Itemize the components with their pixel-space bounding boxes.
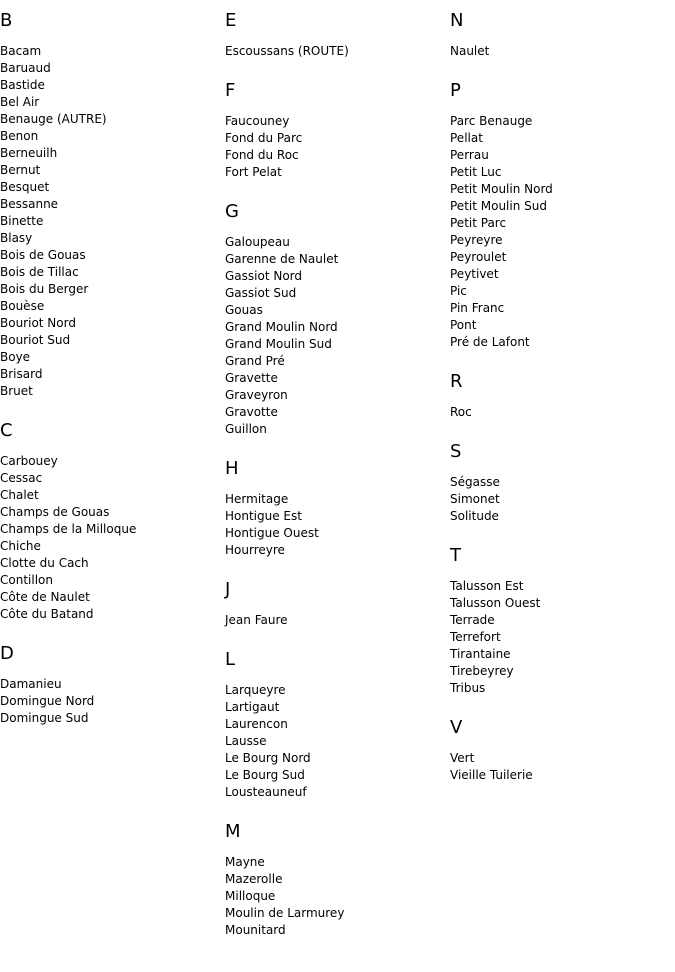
place-name-item: Benon bbox=[0, 129, 39, 143]
place-name-item: Bel Air bbox=[0, 95, 40, 109]
place-name-item: Champs de la Milloque bbox=[0, 522, 137, 536]
letter-section bbox=[225, 821, 445, 939]
place-name-item: Boye bbox=[0, 350, 31, 364]
letter-section bbox=[225, 579, 445, 629]
place-name-item: Grand Pré bbox=[225, 354, 285, 368]
place-name-item: Bastide bbox=[0, 78, 45, 92]
place-name-item: Jean Faure bbox=[225, 613, 288, 627]
place-name-item: Graveyron bbox=[225, 388, 288, 402]
place-list bbox=[450, 474, 670, 525]
place-name-item: Terrade bbox=[450, 613, 495, 627]
index-column-3 bbox=[450, 10, 670, 804]
place-name-item: Gravette bbox=[225, 371, 278, 385]
place-name-item: Côte du Batand bbox=[0, 607, 94, 621]
place-name-item: Chiche bbox=[0, 539, 41, 553]
place-name-item: Hourreyre bbox=[225, 543, 285, 557]
index-column-2 bbox=[225, 10, 445, 959]
place-name-item: Mounitard bbox=[225, 923, 286, 937]
place-list bbox=[0, 676, 220, 727]
place-name-item: Peytivet bbox=[450, 267, 499, 281]
place-name-item: Bacam bbox=[0, 44, 42, 58]
place-name-item: Solitude bbox=[450, 509, 499, 523]
section-letter-heading: R bbox=[450, 371, 463, 392]
section-letter-heading: P bbox=[450, 80, 461, 101]
section-letter-heading: G bbox=[225, 201, 239, 222]
place-name-item: Mazerolle bbox=[225, 872, 283, 886]
place-name-item: Ségasse bbox=[450, 475, 500, 489]
place-name-item: Côte de Naulet bbox=[0, 590, 90, 604]
place-name-item: Carbouey bbox=[0, 454, 58, 468]
place-name-item: Gassiot Nord bbox=[225, 269, 303, 283]
letter-section bbox=[225, 201, 445, 438]
section-letter-heading: C bbox=[0, 420, 13, 441]
letter-section bbox=[450, 371, 670, 421]
place-name-item: Bois de Gouas bbox=[0, 248, 86, 262]
place-list bbox=[225, 43, 445, 60]
section-letter-heading: S bbox=[450, 441, 462, 462]
place-name-item: Le Bourg Sud bbox=[225, 768, 305, 782]
place-name-item: Garenne de Naulet bbox=[225, 252, 339, 266]
place-name-item: Guillon bbox=[225, 422, 267, 436]
section-letter-heading: D bbox=[0, 643, 14, 664]
place-list bbox=[450, 578, 670, 697]
place-name-item: Hontigue Ouest bbox=[225, 526, 319, 540]
place-name-item: Bessanne bbox=[0, 197, 59, 211]
place-name-item: Brisard bbox=[0, 367, 43, 381]
place-name-item: Pré de Lafont bbox=[450, 335, 530, 349]
section-letter-heading: H bbox=[225, 458, 239, 479]
place-name-item: Simonet bbox=[450, 492, 500, 506]
place-name-item: Baruaud bbox=[0, 61, 51, 75]
place-name-item: Binette bbox=[0, 214, 44, 228]
place-name-item: Larqueyre bbox=[225, 683, 286, 697]
place-name-item: Mayne bbox=[225, 855, 265, 869]
place-name-item: Naulet bbox=[450, 44, 490, 58]
letter-section bbox=[225, 649, 445, 801]
place-name-item: Grand Moulin Nord bbox=[225, 320, 338, 334]
place-name-item: Berneuilh bbox=[0, 146, 58, 160]
index-column-1 bbox=[0, 10, 220, 747]
place-name-item: Petit Moulin Sud bbox=[450, 199, 547, 213]
place-name-item: Pont bbox=[450, 318, 477, 332]
place-name-item: Vert bbox=[450, 751, 475, 765]
place-name-item: Hontigue Est bbox=[225, 509, 302, 523]
letter-section bbox=[0, 10, 220, 400]
place-list bbox=[225, 113, 445, 181]
place-name-item: Peyroulet bbox=[450, 250, 507, 264]
letter-section bbox=[0, 420, 220, 623]
place-name-item: Gouas bbox=[225, 303, 263, 317]
place-name-item: Milloque bbox=[225, 889, 276, 903]
place-list bbox=[225, 612, 445, 629]
place-name-item: Laurencon bbox=[225, 717, 288, 731]
place-name-item: Faucouney bbox=[225, 114, 290, 128]
place-name-item: Bouriot Sud bbox=[0, 333, 71, 347]
place-name-item: Lartigaut bbox=[225, 700, 280, 714]
section-letter-heading: J bbox=[225, 579, 231, 600]
place-name-item: Pic bbox=[450, 284, 467, 298]
place-name-item: Petit Parc bbox=[450, 216, 507, 230]
place-name-item: Domingue Nord bbox=[0, 694, 95, 708]
place-name-item: Gravotte bbox=[225, 405, 278, 419]
place-list bbox=[450, 404, 670, 421]
place-name-item: Fort Pelat bbox=[225, 165, 282, 179]
letter-section bbox=[450, 10, 670, 60]
place-name-item: Fond du Roc bbox=[225, 148, 299, 162]
place-name-item: Lausse bbox=[225, 734, 267, 748]
place-name-item: Grand Moulin Sud bbox=[225, 337, 332, 351]
place-name-item: Pin Franc bbox=[450, 301, 505, 315]
place-name-item: Vieille Tuilerie bbox=[450, 768, 533, 782]
place-name-item: Tirantaine bbox=[450, 647, 511, 661]
place-name-item: Lousteauneuf bbox=[225, 785, 307, 799]
place-name-item: Peyreyre bbox=[450, 233, 503, 247]
place-name-item: Galoupeau bbox=[225, 235, 290, 249]
place-name-item: Bouriot Nord bbox=[0, 316, 76, 330]
place-name-item: Moulin de Larmurey bbox=[225, 906, 345, 920]
place-list bbox=[225, 234, 445, 438]
place-name-item: Petit Moulin Nord bbox=[450, 182, 553, 196]
place-name-item: Gassiot Sud bbox=[225, 286, 297, 300]
place-name-item: Petit Luc bbox=[450, 165, 502, 179]
letter-section bbox=[450, 717, 670, 784]
place-name-item: Bouèse bbox=[0, 299, 45, 313]
section-letter-heading: T bbox=[450, 545, 461, 566]
place-name-item: Terrefort bbox=[450, 630, 501, 644]
place-list bbox=[450, 750, 670, 784]
place-name-item: Parc Benauge bbox=[450, 114, 533, 128]
place-name-item: Escoussans (ROUTE) bbox=[225, 44, 349, 58]
place-name-item: Roc bbox=[450, 405, 472, 419]
section-letter-heading: E bbox=[225, 10, 237, 31]
place-name-item: Talusson Est bbox=[450, 579, 524, 593]
place-name-item: Bruet bbox=[0, 384, 33, 398]
place-name-item: Perrau bbox=[450, 148, 489, 162]
place-name-item: Bois du Berger bbox=[0, 282, 89, 296]
place-list bbox=[450, 43, 670, 60]
place-name-item: Tirebeyrey bbox=[450, 664, 514, 678]
place-name-item: Chalet bbox=[0, 488, 39, 502]
place-name-item: Besquet bbox=[0, 180, 50, 194]
section-letter-heading: L bbox=[225, 649, 236, 670]
section-letter-heading: V bbox=[450, 717, 463, 738]
place-name-item: Talusson Ouest bbox=[450, 596, 541, 610]
letter-section bbox=[450, 545, 670, 697]
letter-section bbox=[450, 80, 670, 351]
place-name-item: Domingue Sud bbox=[0, 711, 89, 725]
place-list bbox=[225, 682, 445, 801]
place-name-item: Hermitage bbox=[225, 492, 289, 506]
letter-section bbox=[225, 458, 445, 559]
place-name-item: Cessac bbox=[0, 471, 43, 485]
place-name-item: Pellat bbox=[450, 131, 483, 145]
place-name-item: Clotte du Cach bbox=[0, 556, 89, 570]
place-name-item: Blasy bbox=[0, 231, 33, 245]
place-name-item: Damanieu bbox=[0, 677, 62, 691]
section-letter-heading: B bbox=[0, 10, 13, 31]
place-list bbox=[0, 43, 220, 400]
section-letter-heading: N bbox=[450, 10, 464, 31]
letter-section bbox=[0, 643, 220, 727]
letter-section bbox=[225, 80, 445, 181]
place-name-item: Bernut bbox=[0, 163, 41, 177]
place-name-item: Bois de Tillac bbox=[0, 265, 79, 279]
place-name-item: Tribus bbox=[450, 681, 486, 695]
place-name-item: Champs de Gouas bbox=[0, 505, 110, 519]
place-name-item: Contillon bbox=[0, 573, 53, 587]
place-name-item: Benauge (AUTRE) bbox=[0, 112, 107, 126]
place-list bbox=[225, 854, 445, 939]
place-name-item: Le Bourg Nord bbox=[225, 751, 311, 765]
place-list bbox=[450, 113, 670, 351]
letter-section bbox=[225, 10, 445, 60]
section-letter-heading: M bbox=[225, 821, 241, 842]
place-name-item: Fond du Parc bbox=[225, 131, 303, 145]
letter-section bbox=[450, 441, 670, 525]
place-list bbox=[0, 453, 220, 623]
place-list bbox=[225, 491, 445, 559]
section-letter-heading: F bbox=[225, 80, 236, 101]
